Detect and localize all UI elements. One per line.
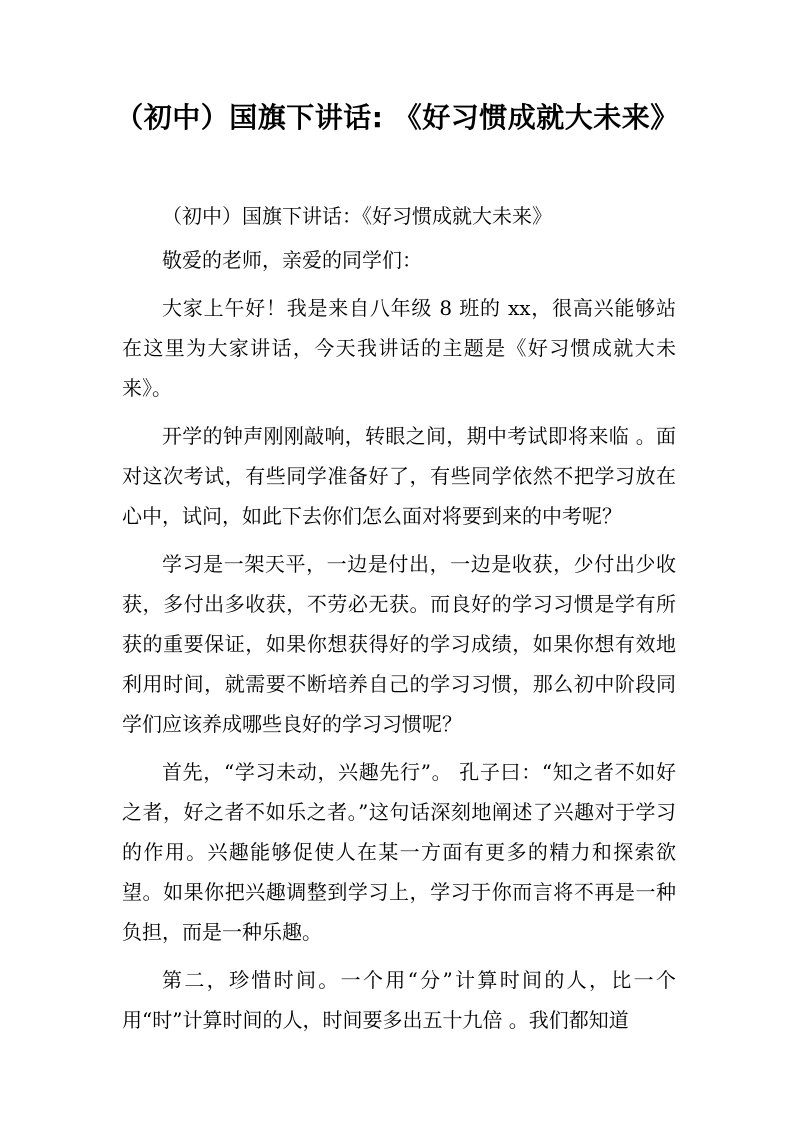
document-body [122, 196, 676, 1048]
body-paragraph: 开学的钟声刚刚敲响，转眼之间，期中考试即将来临 。面对这次考试，有些同学准备好了，有些同学依然不把学习放在心中，试问，如此下去你们怎么面对将要到来的中考呢？ [122, 424, 676, 528]
body-paragraph: 首先，“学习未动，兴趣先行”。 孔子曰：“知之者不如好之者，好之者不如乐之者。”这句话深刻地阐述了兴趣对于学习的作用。兴趣能够促使人在某一方面有更多的精力和探索欲望。如果你把兴趣调整到学习上，学习于你而言将不再是一种负担，而是一种乐趣。 [122, 760, 676, 944]
greeting-paragraph: 敬爱的老师，亲爱的同学们： [162, 248, 422, 272]
document-title: （初中）国旗下讲话: 《好习惯成就大未来》 [115, 101, 679, 134]
body-paragraph: 学习是一架天平，一边是付出，一边是收获，少付出少收获，多付出多收获，不劳必无获。而良好的学习习惯是学有所获的重要保证，如果你想获得好的学习成绩，如果你想有效地利用时间，就需要不断培养自己的学习习惯，那么初中阶段同学们应该养成哪些良好的学习习惯呢？ [122, 552, 676, 736]
body-paragraph: 大家上午好！我是来自八年级 8 班的 xx，很高兴能够站在这里为大家讲话，今天我讲话的主题是《好习惯成就大未来》。 [122, 296, 676, 400]
subtitle-paragraph: （初中）国旗下讲话：《好习惯成就大未来》 [162, 204, 552, 228]
body-paragraph: 第二，珍惜时间。一个用“分”计算时间的人，比一个用“时”计算时间的人，时间要多出五十九倍 。我们都知道 [122, 968, 676, 1032]
